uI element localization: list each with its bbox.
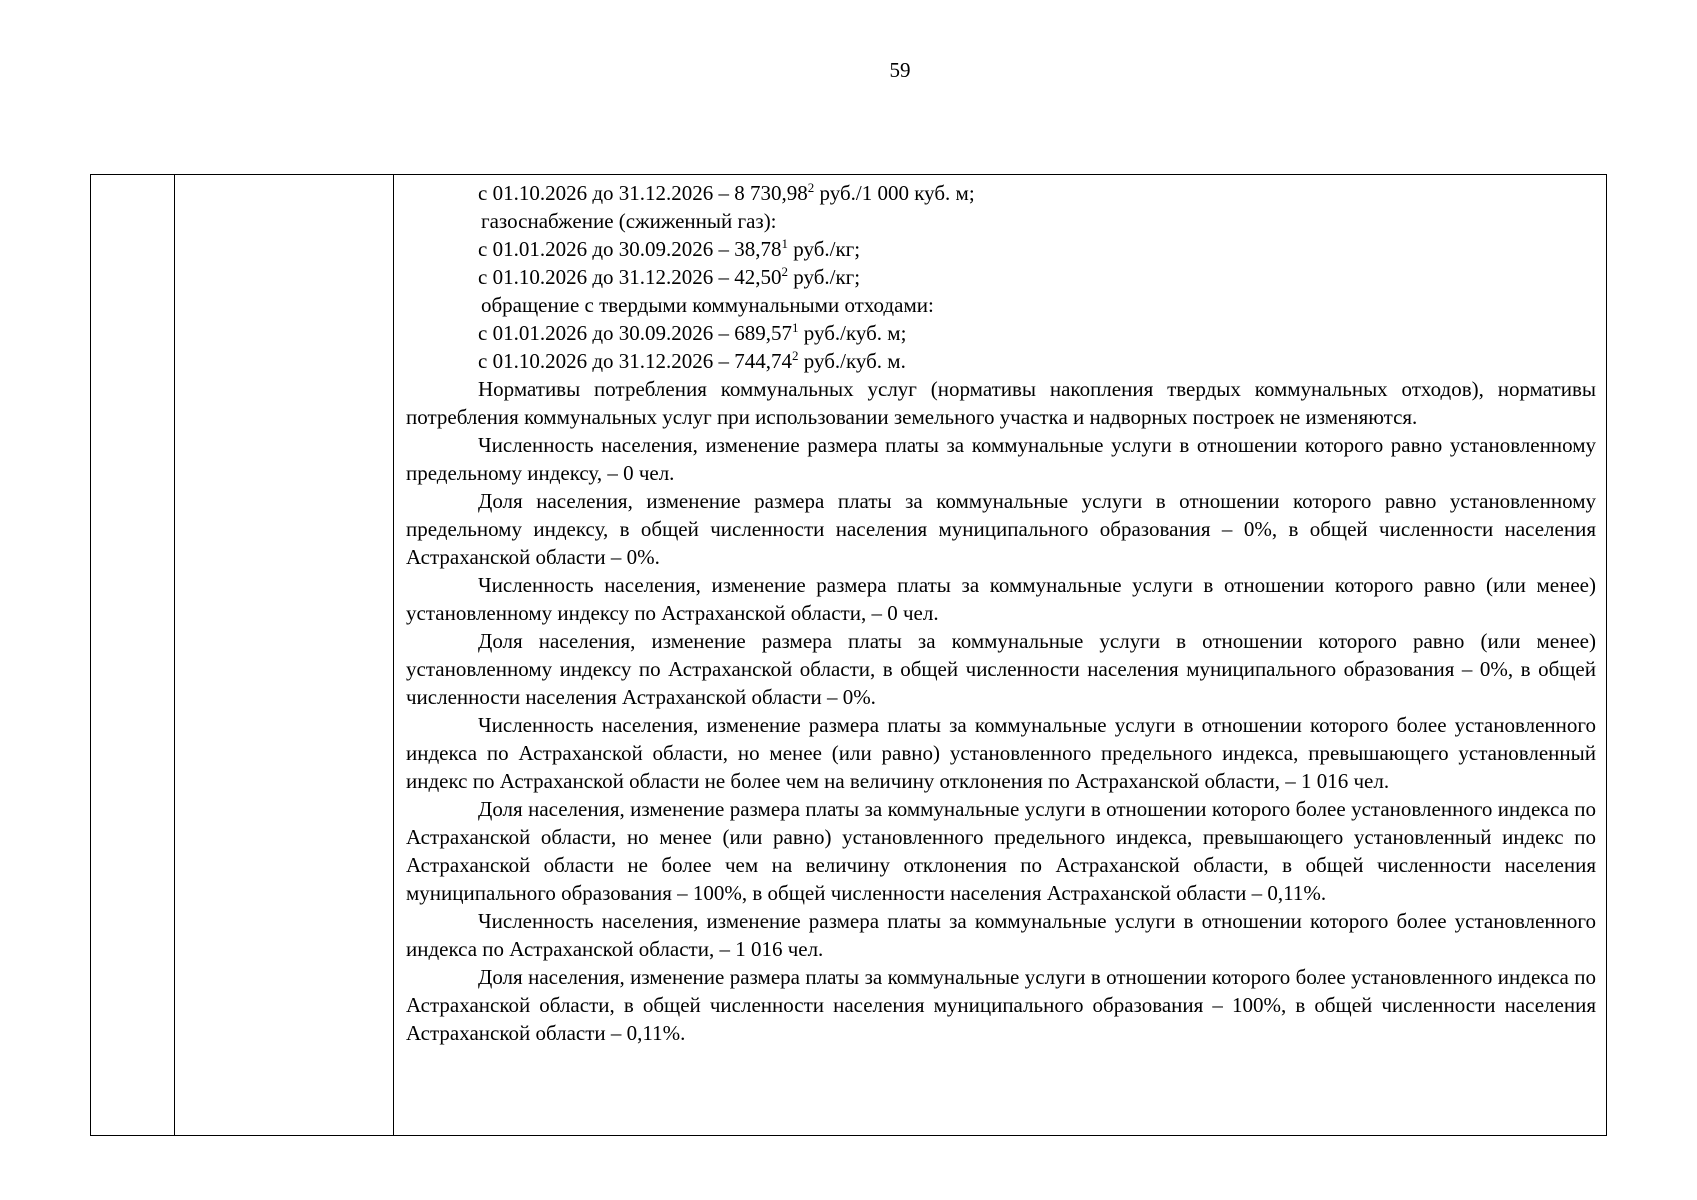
paragraph-consumption-norms: Нормативы потребления коммунальных услуг (нормативы накопления твердых коммунальных отходов), нормативы потребления коммунальных услуг при использовании земельного участка и надворных построек не изменяются. bbox=[406, 377, 1596, 429]
paragraph-population-regional-index: Численность населения, изменение размера платы за коммунальные услуги в отношении которого равно (или менее) установленному индексу по Астраханской области, – 0 чел. bbox=[406, 573, 1596, 625]
tariff-line: с 01.01.2026 до 30.09.2026 – 38,78$^1$ руб./кг; bbox=[478, 236, 861, 261]
paragraph-share-limit-index: Доля населения, изменение размера платы за коммунальные услуги в отношении которого равно установленному предельному индексу, в общей численности населения муниципального образования – 0%, в общей численности населения Астраханской области – 0%. bbox=[406, 489, 1596, 569]
table-cell-number bbox=[91, 175, 175, 1136]
table-cell-name bbox=[175, 175, 394, 1136]
paragraph-population-within-deviation: Численность населения, изменение размера платы за коммунальные услуги в отношении которого более установленного индекса по Астраханской области, но менее (или равно) установленного предельного индекса, превышающего установленный индекс по Астраханской области не более чем на величину отклонения по Астраханской области, – 1 016 чел. bbox=[406, 713, 1596, 793]
paragraph-share-regional-index: Доля населения, изменение размера платы за коммунальные услуги в отношении которого равно (или менее) установленному индексу по Астраханской области, в общей численности населения муниципального образования – 0%, в общей численности населения Астраханской области – 0%. bbox=[406, 629, 1596, 709]
page-number: 59 bbox=[889, 58, 911, 82]
tariff-line: с 01.01.2026 до 30.09.2026 – 689,57$^1$ руб./куб. м; bbox=[478, 320, 907, 345]
paragraph-population-above-index: Численность населения, изменение размера платы за коммунальные услуги в отношении которого более установленного индекса по Астраханской области, – 1 016 чел. bbox=[406, 909, 1596, 961]
tariff-subheading: обращение с твердыми коммунальными отходами: bbox=[481, 293, 934, 317]
paragraph-share-above-index: Доля населения, изменение размера платы за коммунальные услуги в отношении которого более установленного индекса по Астраханской области, в общей численности населения муниципального образования – 100%, в общей численности населения Астраханской области – 0,11%. bbox=[406, 965, 1596, 1045]
document-table bbox=[90, 174, 1607, 1136]
tariff-line: с 01.10.2026 до 31.12.2026 – 744,74$^2$ руб./куб. м. bbox=[478, 348, 906, 373]
tariff-line: с 01.10.2026 до 31.12.2026 – 42,50$^2$ руб./кг; bbox=[478, 264, 861, 289]
table-cell-content bbox=[394, 175, 1607, 1136]
paragraph-population-limit-index: Численность населения, изменение размера платы за коммунальные услуги в отношении которого равно установленному предельному индексу, – 0 чел. bbox=[406, 433, 1596, 485]
tariff-subheading: газоснабжение (сжиженный газ): bbox=[481, 209, 777, 233]
table-row bbox=[91, 175, 1607, 1136]
tariff-line: с 01.10.2026 до 31.12.2026 – 8 730,98$^2$ руб./1 000 куб. м; bbox=[478, 180, 975, 205]
paragraph-share-within-deviation: Доля населения, изменение размера платы за коммунальные услуги в отношении которого более установленного индекса по Астраханской области, но менее (или равно) установленного предельного индекса, превышающего установленный индекс по Астраханской области не более чем на величину отклонения по Астраханской области, в общей численности населения муниципального образования – 100%, в общей численности населения Астраханской области – 0,11%. bbox=[406, 797, 1596, 905]
